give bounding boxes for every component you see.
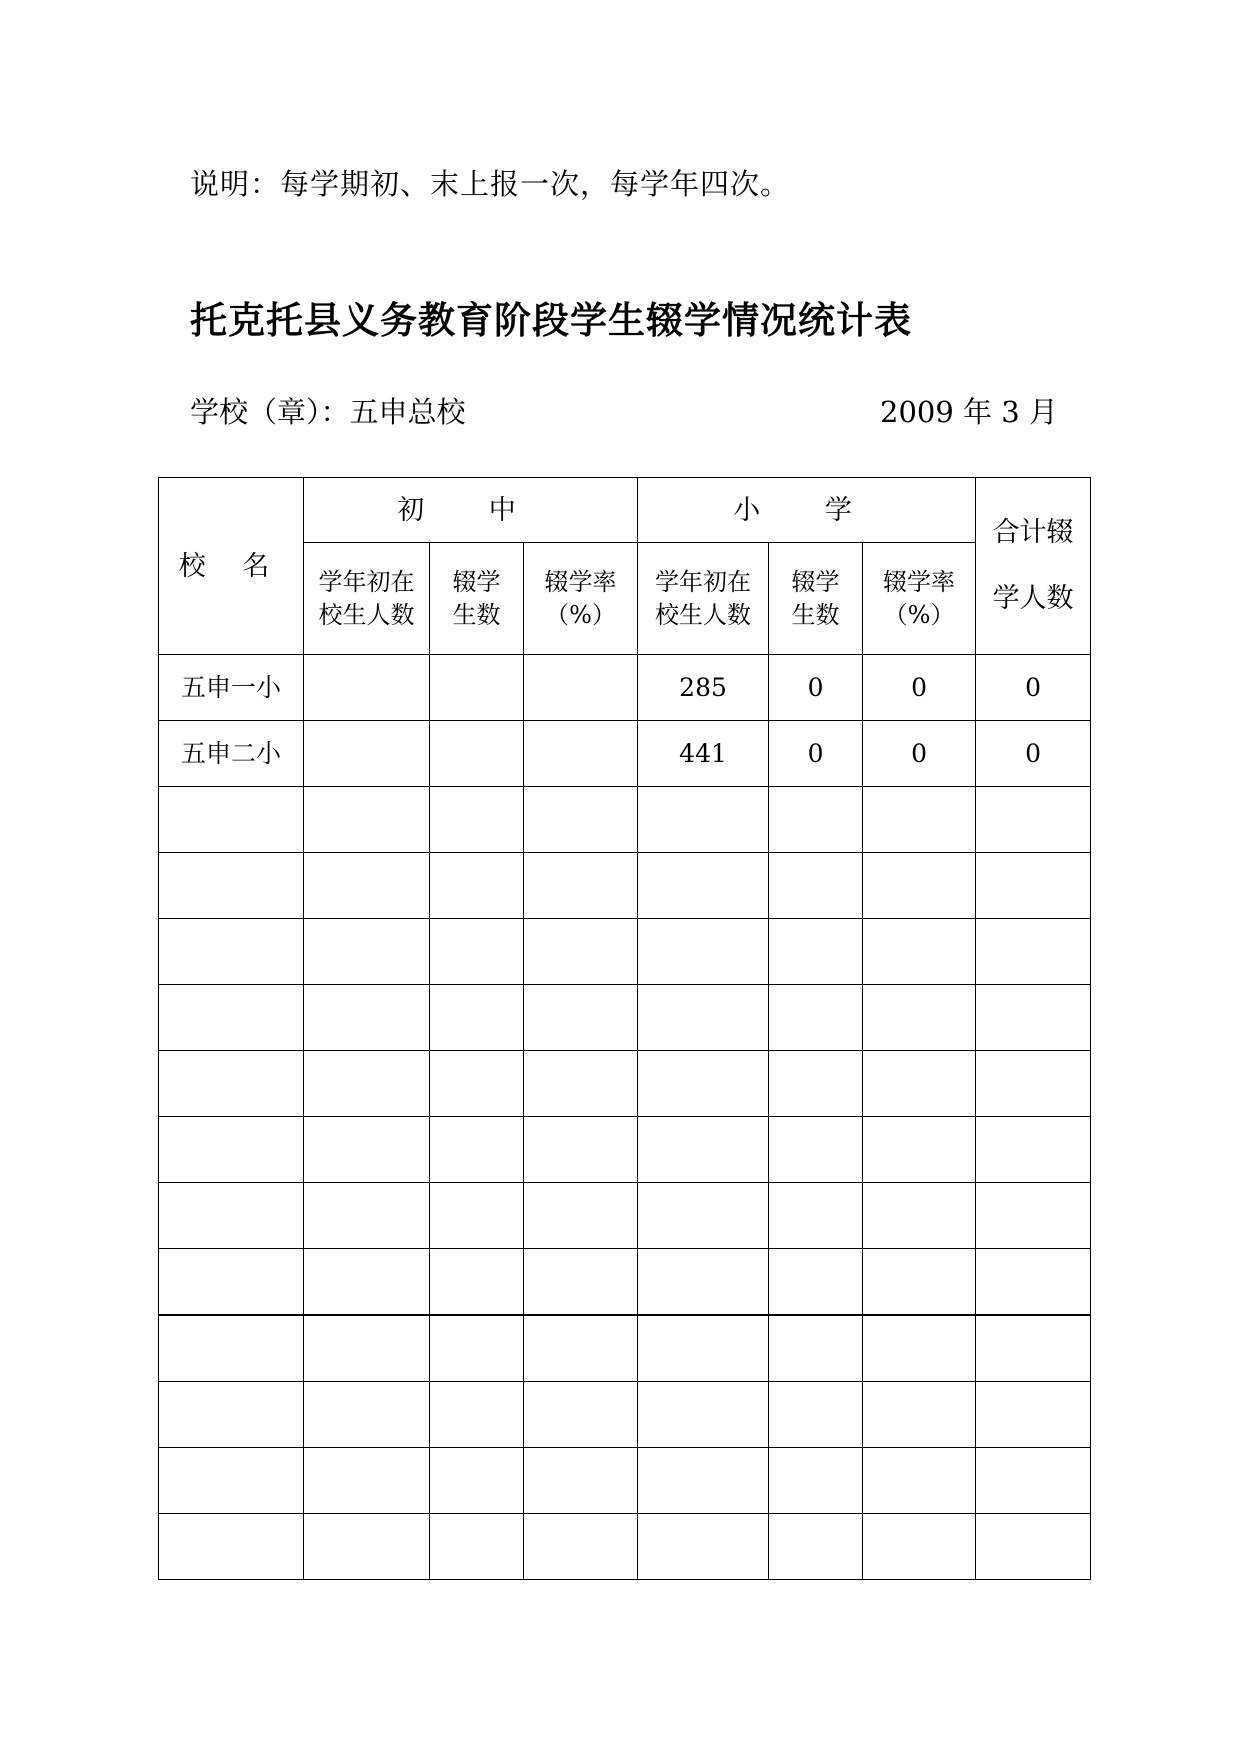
school-name-cell: 五申二小	[159, 721, 304, 787]
primary-rate-cell: 0	[863, 655, 976, 721]
instruction-note: 说明：每学期初、末上报一次，每学年四次。	[190, 167, 791, 201]
dropout-statistics-table	[158, 477, 1091, 1580]
junior-rate-cell	[524, 721, 638, 787]
empty-table-row	[159, 1315, 1091, 1382]
table-row	[159, 655, 1091, 721]
primary-school-header: 小 学	[638, 478, 976, 543]
primary-dropout-cell: 0	[769, 721, 863, 787]
total-dropout-header: 合计辍 学人数	[976, 478, 1091, 655]
primary-rate-cell: 0	[863, 721, 976, 787]
junior-dropout-header: 辍学 生数	[430, 543, 524, 655]
total-dropout-cell: 0	[976, 721, 1091, 787]
empty-table-row	[159, 1051, 1091, 1117]
empty-table-row	[159, 1382, 1091, 1448]
empty-table-row	[159, 787, 1091, 853]
primary-enrollment-header: 学年初在 校生人数	[638, 543, 769, 655]
school-name-cell: 五申一小	[159, 655, 304, 721]
empty-table-row	[159, 919, 1091, 985]
school-name-header: 校 名	[159, 478, 304, 655]
junior-dropout-cell	[430, 655, 524, 721]
junior-high-header: 初 中	[304, 478, 638, 543]
junior-enrollment-cell	[304, 721, 430, 787]
junior-rate-header: 辍学率 （%）	[524, 543, 638, 655]
empty-table-row	[159, 1448, 1091, 1514]
junior-rate-cell	[524, 655, 638, 721]
total-dropout-cell: 0	[976, 655, 1091, 721]
primary-rate-header: 辍学率 （%）	[863, 543, 976, 655]
junior-enrollment-header: 学年初在 校生人数	[304, 543, 430, 655]
primary-dropout-cell: 0	[769, 655, 863, 721]
junior-enrollment-cell	[304, 655, 430, 721]
empty-table-row	[159, 853, 1091, 919]
page-title: 托克托县义务教育阶段学生辍学情况统计表	[190, 299, 912, 342]
table-row	[159, 721, 1091, 787]
empty-table-row	[159, 1117, 1091, 1183]
empty-table-row	[159, 1514, 1091, 1580]
empty-table-row	[159, 1249, 1091, 1316]
junior-dropout-cell	[430, 721, 524, 787]
report-date: 2009 年 3 月	[880, 395, 1058, 429]
empty-table-row	[159, 1183, 1091, 1249]
primary-enrollment-cell: 441	[638, 721, 769, 787]
primary-enrollment-cell: 285	[638, 655, 769, 721]
school-stamp-label: 学校（章）：五申总校	[190, 395, 466, 429]
empty-table-row	[159, 985, 1091, 1051]
primary-dropout-header: 辍学 生数	[769, 543, 863, 655]
